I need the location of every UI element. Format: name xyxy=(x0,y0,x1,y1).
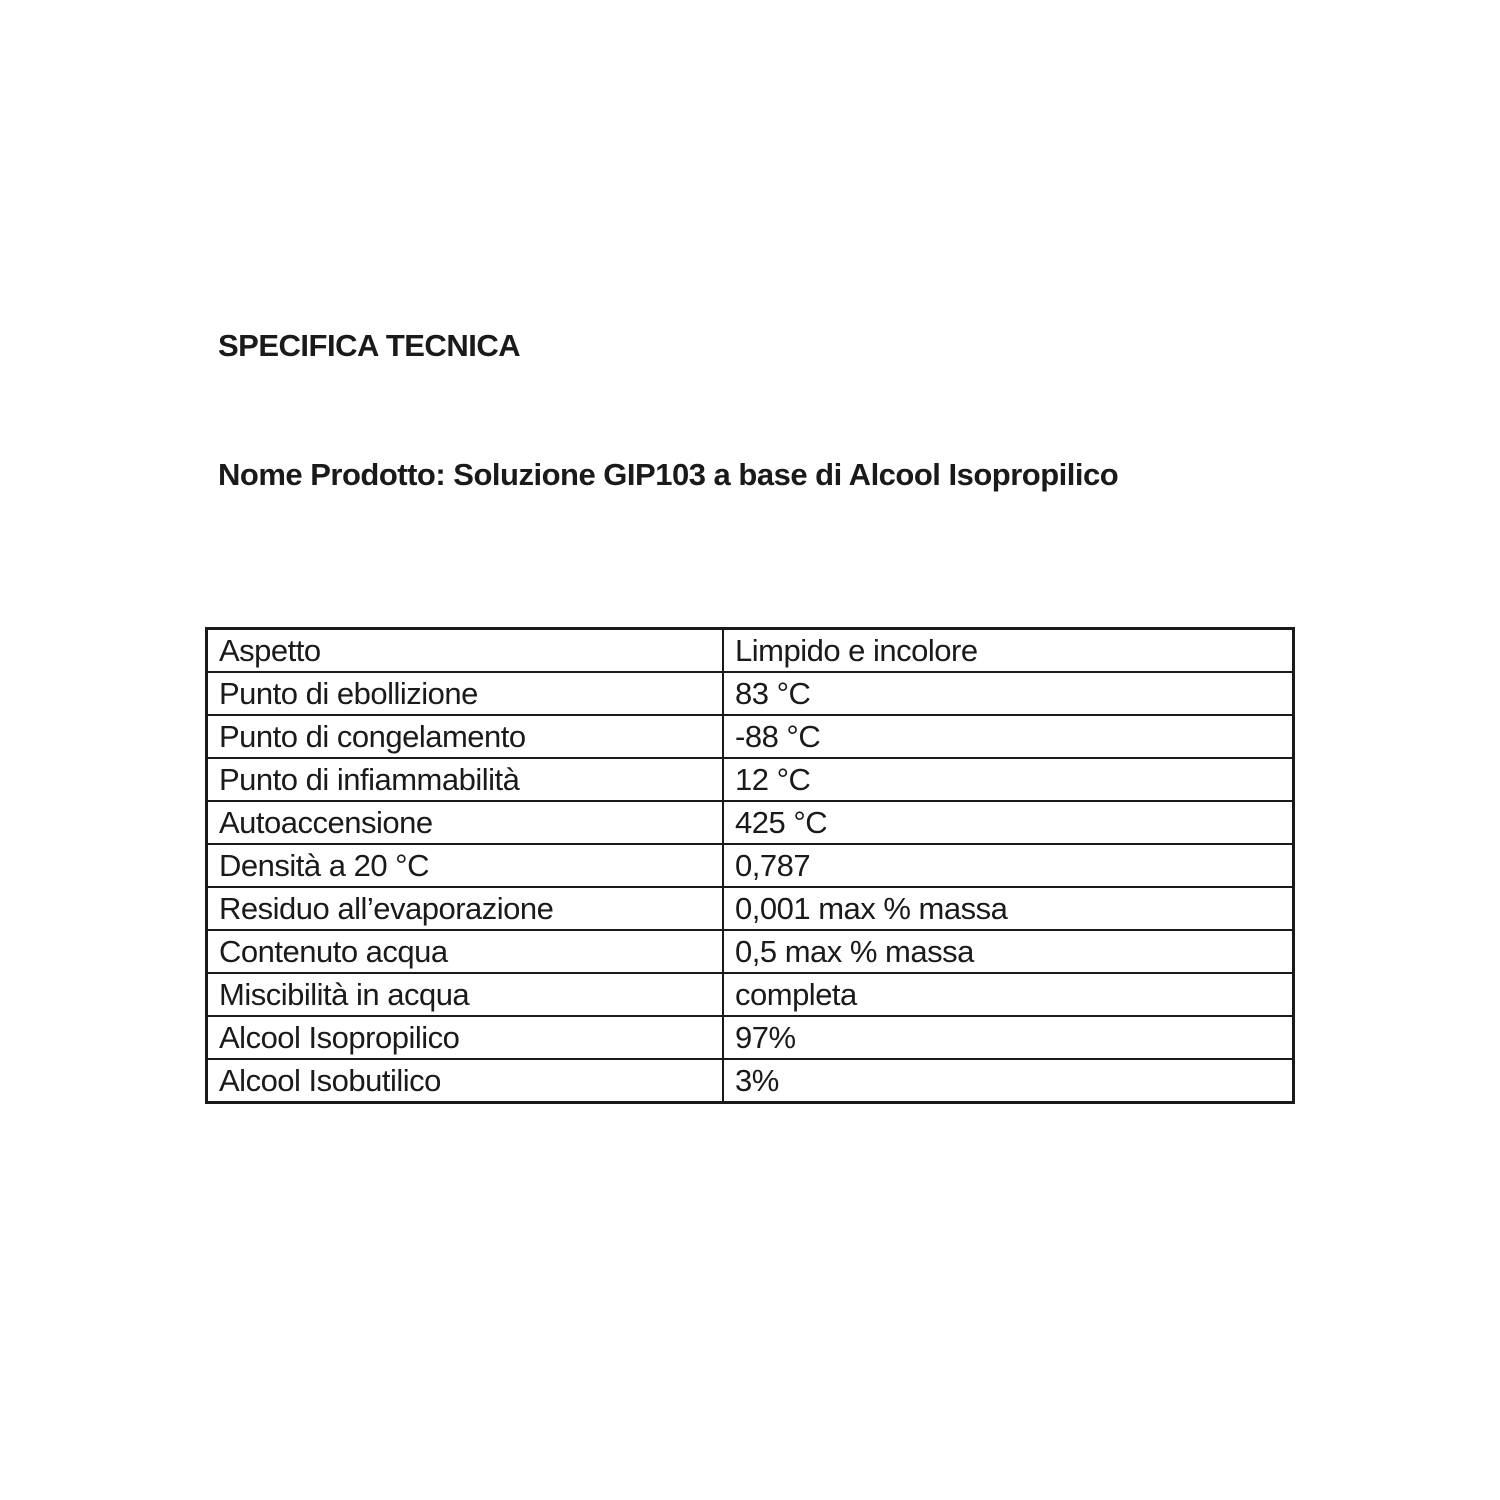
table-row xyxy=(207,887,1294,930)
property-cell: Punto di ebollizione xyxy=(207,672,724,715)
value-cell: Limpido e incolore xyxy=(723,629,1294,673)
table-row xyxy=(207,1059,1294,1103)
table-row xyxy=(207,629,1294,673)
value-cell: 0,787 xyxy=(723,844,1294,887)
property-cell: Aspetto xyxy=(207,629,724,673)
property-cell: Punto di infiammabilità xyxy=(207,758,724,801)
value-cell: 0,5 max % massa xyxy=(723,930,1294,973)
table-row xyxy=(207,930,1294,973)
table-row xyxy=(207,672,1294,715)
value-cell: completa xyxy=(723,973,1294,1016)
property-cell: Punto di congelamento xyxy=(207,715,724,758)
specification-table xyxy=(205,627,1295,1104)
value-cell: 0,001 max % massa xyxy=(723,887,1294,930)
property-cell: Contenuto acqua xyxy=(207,930,724,973)
property-cell: Alcool Isobutilico xyxy=(207,1059,724,1103)
table-row xyxy=(207,1016,1294,1059)
table-row xyxy=(207,973,1294,1016)
product-name-line: Nome Prodotto: Soluzione GIP103 a base di Alcool Isopropilico xyxy=(218,457,1119,492)
value-cell: 83 °C xyxy=(723,672,1294,715)
value-cell: 12 °C xyxy=(723,758,1294,801)
table-row xyxy=(207,715,1294,758)
property-cell: Miscibilità in acqua xyxy=(207,973,724,1016)
property-cell: Densità a 20 °C xyxy=(207,844,724,887)
table-row xyxy=(207,801,1294,844)
table-row xyxy=(207,844,1294,887)
property-cell: Alcool Isopropilico xyxy=(207,1016,724,1059)
property-cell: Residuo all’evaporazione xyxy=(207,887,724,930)
value-cell: -88 °C xyxy=(723,715,1294,758)
table-row xyxy=(207,758,1294,801)
property-cell: Autoaccensione xyxy=(207,801,724,844)
document-title: SPECIFICA TECNICA xyxy=(218,328,521,363)
value-cell: 3% xyxy=(723,1059,1294,1103)
value-cell: 97% xyxy=(723,1016,1294,1059)
value-cell: 425 °C xyxy=(723,801,1294,844)
